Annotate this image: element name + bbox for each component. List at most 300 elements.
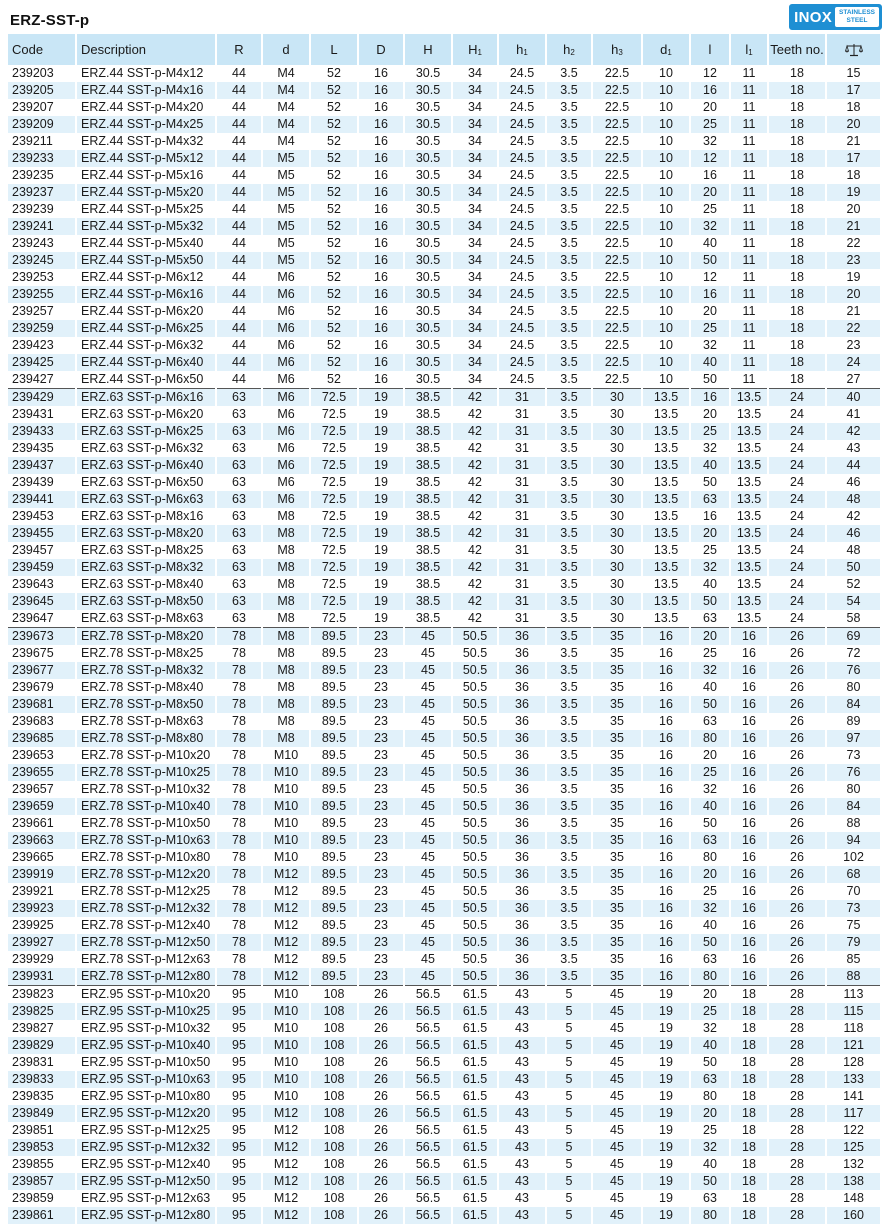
- cell-d1: 13.5: [642, 491, 690, 508]
- cell-h2: 3.5: [546, 628, 592, 646]
- cell-l-lower: 50: [690, 371, 730, 389]
- cell-h: 56.5: [404, 1003, 452, 1020]
- cell-code: 239259: [8, 320, 76, 337]
- cell-h1-upper: 42: [452, 576, 498, 593]
- cell-h2: 3.5: [546, 815, 592, 832]
- cell-l-lower: 63: [690, 951, 730, 968]
- cell-l: 52: [310, 99, 358, 116]
- cell-weight: 141: [826, 1088, 880, 1105]
- cell-h1-upper: 34: [452, 269, 498, 286]
- cell-h2: 3.5: [546, 389, 592, 407]
- cell-d: M8: [262, 713, 310, 730]
- cell-h2: 5: [546, 1122, 592, 1139]
- cell-weight: 80: [826, 679, 880, 696]
- cell-teeth: 26: [768, 815, 826, 832]
- table-row: [8, 525, 880, 542]
- cell-d: M5: [262, 150, 310, 167]
- cell-code: 239835: [8, 1088, 76, 1105]
- cell-h1-upper: 34: [452, 82, 498, 99]
- cell-r: 95: [216, 1071, 262, 1088]
- cell-l: 108: [310, 1054, 358, 1071]
- cell-d: M12: [262, 1139, 310, 1156]
- table-row: [8, 798, 880, 815]
- cell-weight: 15: [826, 65, 880, 82]
- cell-d: M12: [262, 900, 310, 917]
- cell-code: 239923: [8, 900, 76, 917]
- cell-d1: 10: [642, 65, 690, 82]
- cell-r: 78: [216, 798, 262, 815]
- cell-l-lower: 63: [690, 1071, 730, 1088]
- cell-description: ERZ.63 SST-p-M8x20: [76, 525, 216, 542]
- cell-description: ERZ.44 SST-p-M5x16: [76, 167, 216, 184]
- cell-l: 72.5: [310, 593, 358, 610]
- cell-d1: 19: [642, 1139, 690, 1156]
- table-row: [8, 440, 880, 457]
- cell-description: ERZ.78 SST-p-M12x25: [76, 883, 216, 900]
- table-body: [8, 65, 880, 1224]
- cell-h3: 45: [592, 1122, 642, 1139]
- cell-h1-upper: 50.5: [452, 679, 498, 696]
- table-row: [8, 508, 880, 525]
- table-row: [8, 371, 880, 389]
- cell-l-lower: 32: [690, 662, 730, 679]
- cell-h3: 35: [592, 951, 642, 968]
- cell-h: 45: [404, 917, 452, 934]
- cell-h1-upper: 50.5: [452, 730, 498, 747]
- cell-h: 56.5: [404, 1173, 452, 1190]
- cell-code: 239257: [8, 303, 76, 320]
- table-row: [8, 1207, 880, 1224]
- table-row: [8, 1071, 880, 1088]
- cell-weight: 22: [826, 320, 880, 337]
- cell-h1-upper: 34: [452, 286, 498, 303]
- cell-teeth: 26: [768, 917, 826, 934]
- table-row: [8, 968, 880, 986]
- cell-l-lower: 40: [690, 354, 730, 371]
- table-row: [8, 65, 880, 82]
- cell-d1: 16: [642, 968, 690, 986]
- cell-d1: 10: [642, 269, 690, 286]
- cell-h2: 5: [546, 1173, 592, 1190]
- cell-code: 239931: [8, 968, 76, 986]
- cell-l: 52: [310, 286, 358, 303]
- badge-sub-label: [835, 7, 879, 27]
- cell-r: 63: [216, 542, 262, 559]
- cell-h3: 35: [592, 662, 642, 679]
- cell-h: 38.5: [404, 491, 452, 508]
- table-row: [8, 1173, 880, 1190]
- cell-d1: 16: [642, 713, 690, 730]
- cell-h3: 45: [592, 1207, 642, 1224]
- cell-h: 38.5: [404, 389, 452, 407]
- cell-description: ERZ.44 SST-p-M4x20: [76, 99, 216, 116]
- cell-l1: 11: [730, 337, 768, 354]
- col-header-h1: $h_1$: [498, 34, 546, 65]
- cell-h: 30.5: [404, 133, 452, 150]
- cell-d-upper: 26: [358, 1207, 404, 1224]
- cell-h1-upper: 34: [452, 65, 498, 82]
- cell-l: 108: [310, 1088, 358, 1105]
- cell-d: M6: [262, 474, 310, 491]
- cell-r: 78: [216, 900, 262, 917]
- cell-l1: 16: [730, 747, 768, 764]
- cell-r: 44: [216, 252, 262, 269]
- cell-d: M10: [262, 1088, 310, 1105]
- cell-weight: 23: [826, 337, 880, 354]
- cell-h2: 3.5: [546, 235, 592, 252]
- cell-l1: 18: [730, 1207, 768, 1224]
- cell-h: 56.5: [404, 1156, 452, 1173]
- cell-r: 44: [216, 371, 262, 389]
- cell-weight: 117: [826, 1105, 880, 1122]
- cell-h3: 45: [592, 1054, 642, 1071]
- table-row: [8, 354, 880, 371]
- cell-l1: 13.5: [730, 525, 768, 542]
- cell-code: 239455: [8, 525, 76, 542]
- cell-h3: 22.5: [592, 303, 642, 320]
- cell-r: 44: [216, 150, 262, 167]
- cell-d-upper: 23: [358, 917, 404, 934]
- cell-h1: 31: [498, 593, 546, 610]
- cell-weight: 21: [826, 133, 880, 150]
- cell-l1: 16: [730, 798, 768, 815]
- table-row: [8, 900, 880, 917]
- cell-l: 108: [310, 1190, 358, 1207]
- cell-h3: 35: [592, 883, 642, 900]
- cell-description: ERZ.44 SST-p-M4x12: [76, 65, 216, 82]
- cell-code: 239677: [8, 662, 76, 679]
- cell-h1: 36: [498, 968, 546, 986]
- cell-l: 89.5: [310, 662, 358, 679]
- cell-teeth: 28: [768, 1037, 826, 1054]
- cell-description: ERZ.95 SST-p-M10x50: [76, 1054, 216, 1071]
- cell-h2: 3.5: [546, 440, 592, 457]
- cell-l1: 13.5: [730, 423, 768, 440]
- cell-l1: 16: [730, 832, 768, 849]
- cell-h3: 22.5: [592, 133, 642, 150]
- cell-r: 44: [216, 65, 262, 82]
- cell-description: ERZ.44 SST-p-M5x40: [76, 235, 216, 252]
- cell-description: ERZ.78 SST-p-M8x20: [76, 628, 216, 646]
- cell-r: 78: [216, 951, 262, 968]
- cell-r: 78: [216, 849, 262, 866]
- cell-teeth: 18: [768, 354, 826, 371]
- cell-description: ERZ.78 SST-p-M8x50: [76, 696, 216, 713]
- cell-h2: 3.5: [546, 184, 592, 201]
- cell-d: M5: [262, 235, 310, 252]
- cell-h1: 36: [498, 645, 546, 662]
- cell-h1-upper: 50.5: [452, 781, 498, 798]
- cell-l1: 13.5: [730, 389, 768, 407]
- cell-l1: 11: [730, 116, 768, 133]
- table-row: [8, 1020, 880, 1037]
- cell-r: 63: [216, 576, 262, 593]
- cell-description: ERZ.63 SST-p-M8x25: [76, 542, 216, 559]
- cell-h2: 3.5: [546, 645, 592, 662]
- cell-d1: 16: [642, 730, 690, 747]
- cell-l-lower: 40: [690, 235, 730, 252]
- cell-l: 108: [310, 1037, 358, 1054]
- cell-h2: 3.5: [546, 730, 592, 747]
- cell-h3: 45: [592, 1071, 642, 1088]
- cell-h2: 3.5: [546, 832, 592, 849]
- cell-h1: 43: [498, 1207, 546, 1224]
- cell-h1-upper: 61.5: [452, 1122, 498, 1139]
- cell-h3: 30: [592, 559, 642, 576]
- cell-r: 78: [216, 730, 262, 747]
- cell-d: M10: [262, 747, 310, 764]
- cell-h: 56.5: [404, 1105, 452, 1122]
- cell-l1: 11: [730, 303, 768, 320]
- cell-d: M12: [262, 968, 310, 986]
- cell-d-upper: 23: [358, 696, 404, 713]
- cell-d: M6: [262, 457, 310, 474]
- cell-h1: 43: [498, 1122, 546, 1139]
- cell-code: 239653: [8, 747, 76, 764]
- cell-teeth: 24: [768, 491, 826, 508]
- cell-teeth: 26: [768, 849, 826, 866]
- cell-d1: 19: [642, 1037, 690, 1054]
- cell-h3: 22.5: [592, 320, 642, 337]
- cell-l1: 13.5: [730, 593, 768, 610]
- cell-r: 95: [216, 1207, 262, 1224]
- cell-l: 108: [310, 1003, 358, 1020]
- cell-h1: 43: [498, 1156, 546, 1173]
- table-row: [8, 286, 880, 303]
- cell-h3: 22.5: [592, 167, 642, 184]
- cell-description: ERZ.78 SST-p-M12x40: [76, 917, 216, 934]
- cell-teeth: 26: [768, 679, 826, 696]
- cell-description: ERZ.44 SST-p-M6x50: [76, 371, 216, 389]
- cell-d: M6: [262, 303, 310, 320]
- cell-teeth: 26: [768, 781, 826, 798]
- cell-code: 239643: [8, 576, 76, 593]
- cell-h3: 35: [592, 917, 642, 934]
- cell-teeth: 24: [768, 423, 826, 440]
- cell-weight: 58: [826, 610, 880, 628]
- cell-weight: 20: [826, 286, 880, 303]
- table-row: [8, 542, 880, 559]
- cell-code: 239459: [8, 559, 76, 576]
- cell-code: 239211: [8, 133, 76, 150]
- cell-r: 78: [216, 917, 262, 934]
- cell-description: ERZ.78 SST-p-M10x50: [76, 815, 216, 832]
- cell-l: 108: [310, 1173, 358, 1190]
- cell-h2: 5: [546, 1020, 592, 1037]
- cell-r: 78: [216, 883, 262, 900]
- cell-h1: 36: [498, 815, 546, 832]
- cell-l1: 16: [730, 645, 768, 662]
- cell-h2: 3.5: [546, 968, 592, 986]
- cell-weight: 24: [826, 354, 880, 371]
- table-row: [8, 986, 880, 1004]
- cell-l-lower: 16: [690, 286, 730, 303]
- cell-h1: 31: [498, 457, 546, 474]
- cell-r: 78: [216, 713, 262, 730]
- cell-h3: 22.5: [592, 99, 642, 116]
- cell-l: 108: [310, 1156, 358, 1173]
- cell-l1: 16: [730, 849, 768, 866]
- cell-l-lower: 50: [690, 934, 730, 951]
- cell-h1: 31: [498, 423, 546, 440]
- cell-l: 89.5: [310, 645, 358, 662]
- cell-h1: 36: [498, 900, 546, 917]
- cell-weight: 27: [826, 371, 880, 389]
- table-row: [8, 320, 880, 337]
- cell-h3: 35: [592, 934, 642, 951]
- cell-d-upper: 16: [358, 252, 404, 269]
- cell-l1: 11: [730, 371, 768, 389]
- cell-r: 95: [216, 1173, 262, 1190]
- cell-r: 44: [216, 235, 262, 252]
- cell-description: ERZ.44 SST-p-M6x12: [76, 269, 216, 286]
- cell-h1-upper: 50.5: [452, 883, 498, 900]
- cell-teeth: 18: [768, 99, 826, 116]
- cell-d-upper: 16: [358, 116, 404, 133]
- cell-h2: 3.5: [546, 116, 592, 133]
- cell-d: M8: [262, 645, 310, 662]
- cell-description: ERZ.95 SST-p-M12x50: [76, 1173, 216, 1190]
- table-row: [8, 559, 880, 576]
- cell-l-lower: 63: [690, 832, 730, 849]
- cell-h3: 30: [592, 525, 642, 542]
- cell-d1: 13.5: [642, 593, 690, 610]
- cell-h1-upper: 34: [452, 218, 498, 235]
- cell-h1: 36: [498, 849, 546, 866]
- cell-weight: 73: [826, 747, 880, 764]
- cell-h1-upper: 34: [452, 201, 498, 218]
- cell-weight: 72: [826, 645, 880, 662]
- cell-weight: 88: [826, 815, 880, 832]
- cell-d: M10: [262, 798, 310, 815]
- cell-l: 89.5: [310, 781, 358, 798]
- cell-r: 63: [216, 440, 262, 457]
- cell-r: 78: [216, 679, 262, 696]
- col-header-h: H: [404, 34, 452, 65]
- cell-r: 63: [216, 525, 262, 542]
- table-row: [8, 99, 880, 116]
- badge-sub-line2: STEEL: [846, 17, 868, 24]
- cell-l-lower: 32: [690, 133, 730, 150]
- table-row: [8, 491, 880, 508]
- cell-h: 45: [404, 883, 452, 900]
- cell-d1: 10: [642, 201, 690, 218]
- cell-h1-upper: 50.5: [452, 917, 498, 934]
- cell-teeth: 18: [768, 269, 826, 286]
- cell-h: 38.5: [404, 406, 452, 423]
- cell-h2: 3.5: [546, 354, 592, 371]
- cell-l-lower: 50: [690, 252, 730, 269]
- cell-l: 72.5: [310, 559, 358, 576]
- cell-h3: 30: [592, 610, 642, 628]
- cell-h1: 36: [498, 951, 546, 968]
- cell-weight: 80: [826, 781, 880, 798]
- cell-code: 239239: [8, 201, 76, 218]
- cell-d1: 13.5: [642, 559, 690, 576]
- cell-code: 239647: [8, 610, 76, 628]
- cell-h1: 43: [498, 1190, 546, 1207]
- cell-d-upper: 26: [358, 1105, 404, 1122]
- cell-l-lower: 40: [690, 1037, 730, 1054]
- cell-d1: 19: [642, 1054, 690, 1071]
- cell-d-upper: 19: [358, 423, 404, 440]
- cell-r: 95: [216, 1190, 262, 1207]
- cell-description: ERZ.63 SST-p-M6x32: [76, 440, 216, 457]
- cell-weight: 89: [826, 713, 880, 730]
- cell-l-lower: 20: [690, 866, 730, 883]
- cell-h: 56.5: [404, 1020, 452, 1037]
- cell-h3: 30: [592, 389, 642, 407]
- table-row: [8, 150, 880, 167]
- cell-code: 239833: [8, 1071, 76, 1088]
- cell-d1: 13.5: [642, 406, 690, 423]
- cell-h1: 24.5: [498, 116, 546, 133]
- cell-code: 239243: [8, 235, 76, 252]
- cell-r: 95: [216, 1037, 262, 1054]
- cell-d-upper: 16: [358, 354, 404, 371]
- cell-l: 89.5: [310, 628, 358, 646]
- table-row: [8, 303, 880, 320]
- cell-description: ERZ.78 SST-p-M10x40: [76, 798, 216, 815]
- cell-h3: 30: [592, 474, 642, 491]
- cell-teeth: 26: [768, 730, 826, 747]
- cell-h1-upper: 42: [452, 508, 498, 525]
- cell-h2: 3.5: [546, 167, 592, 184]
- cell-h2: 3.5: [546, 781, 592, 798]
- cell-d-upper: 16: [358, 371, 404, 389]
- cell-d1: 10: [642, 133, 690, 150]
- cell-weight: 97: [826, 730, 880, 747]
- cell-description: ERZ.44 SST-p-M4x16: [76, 82, 216, 99]
- cell-code: 239431: [8, 406, 76, 423]
- cell-h3: 22.5: [592, 269, 642, 286]
- cell-code: 239663: [8, 832, 76, 849]
- cell-d1: 13.5: [642, 457, 690, 474]
- table-row: [8, 713, 880, 730]
- cell-d-upper: 19: [358, 389, 404, 407]
- cell-teeth: 26: [768, 934, 826, 951]
- cell-h1: 36: [498, 883, 546, 900]
- cell-d: M10: [262, 1071, 310, 1088]
- cell-h1: 36: [498, 730, 546, 747]
- table-row: [8, 628, 880, 646]
- cell-l-lower: 20: [690, 628, 730, 646]
- cell-h1-upper: 50.5: [452, 815, 498, 832]
- cell-description: ERZ.78 SST-p-M8x63: [76, 713, 216, 730]
- cell-l: 72.5: [310, 389, 358, 407]
- cell-l1: 16: [730, 866, 768, 883]
- cell-l: 108: [310, 1020, 358, 1037]
- cell-h1-upper: 50.5: [452, 798, 498, 815]
- table-row: [8, 849, 880, 866]
- cell-teeth: 26: [768, 713, 826, 730]
- cell-h: 45: [404, 645, 452, 662]
- cell-code: 239831: [8, 1054, 76, 1071]
- cell-d-upper: 26: [358, 986, 404, 1004]
- table-row: [8, 235, 880, 252]
- cell-d: M4: [262, 99, 310, 116]
- cell-code: 239423: [8, 337, 76, 354]
- cell-d-upper: 19: [358, 474, 404, 491]
- cell-l1: 16: [730, 917, 768, 934]
- cell-r: 44: [216, 320, 262, 337]
- cell-l-lower: 20: [690, 747, 730, 764]
- table-row: [8, 679, 880, 696]
- cell-l1: 16: [730, 934, 768, 951]
- cell-h3: 45: [592, 1003, 642, 1020]
- cell-description: ERZ.78 SST-p-M10x63: [76, 832, 216, 849]
- cell-d1: 16: [642, 628, 690, 646]
